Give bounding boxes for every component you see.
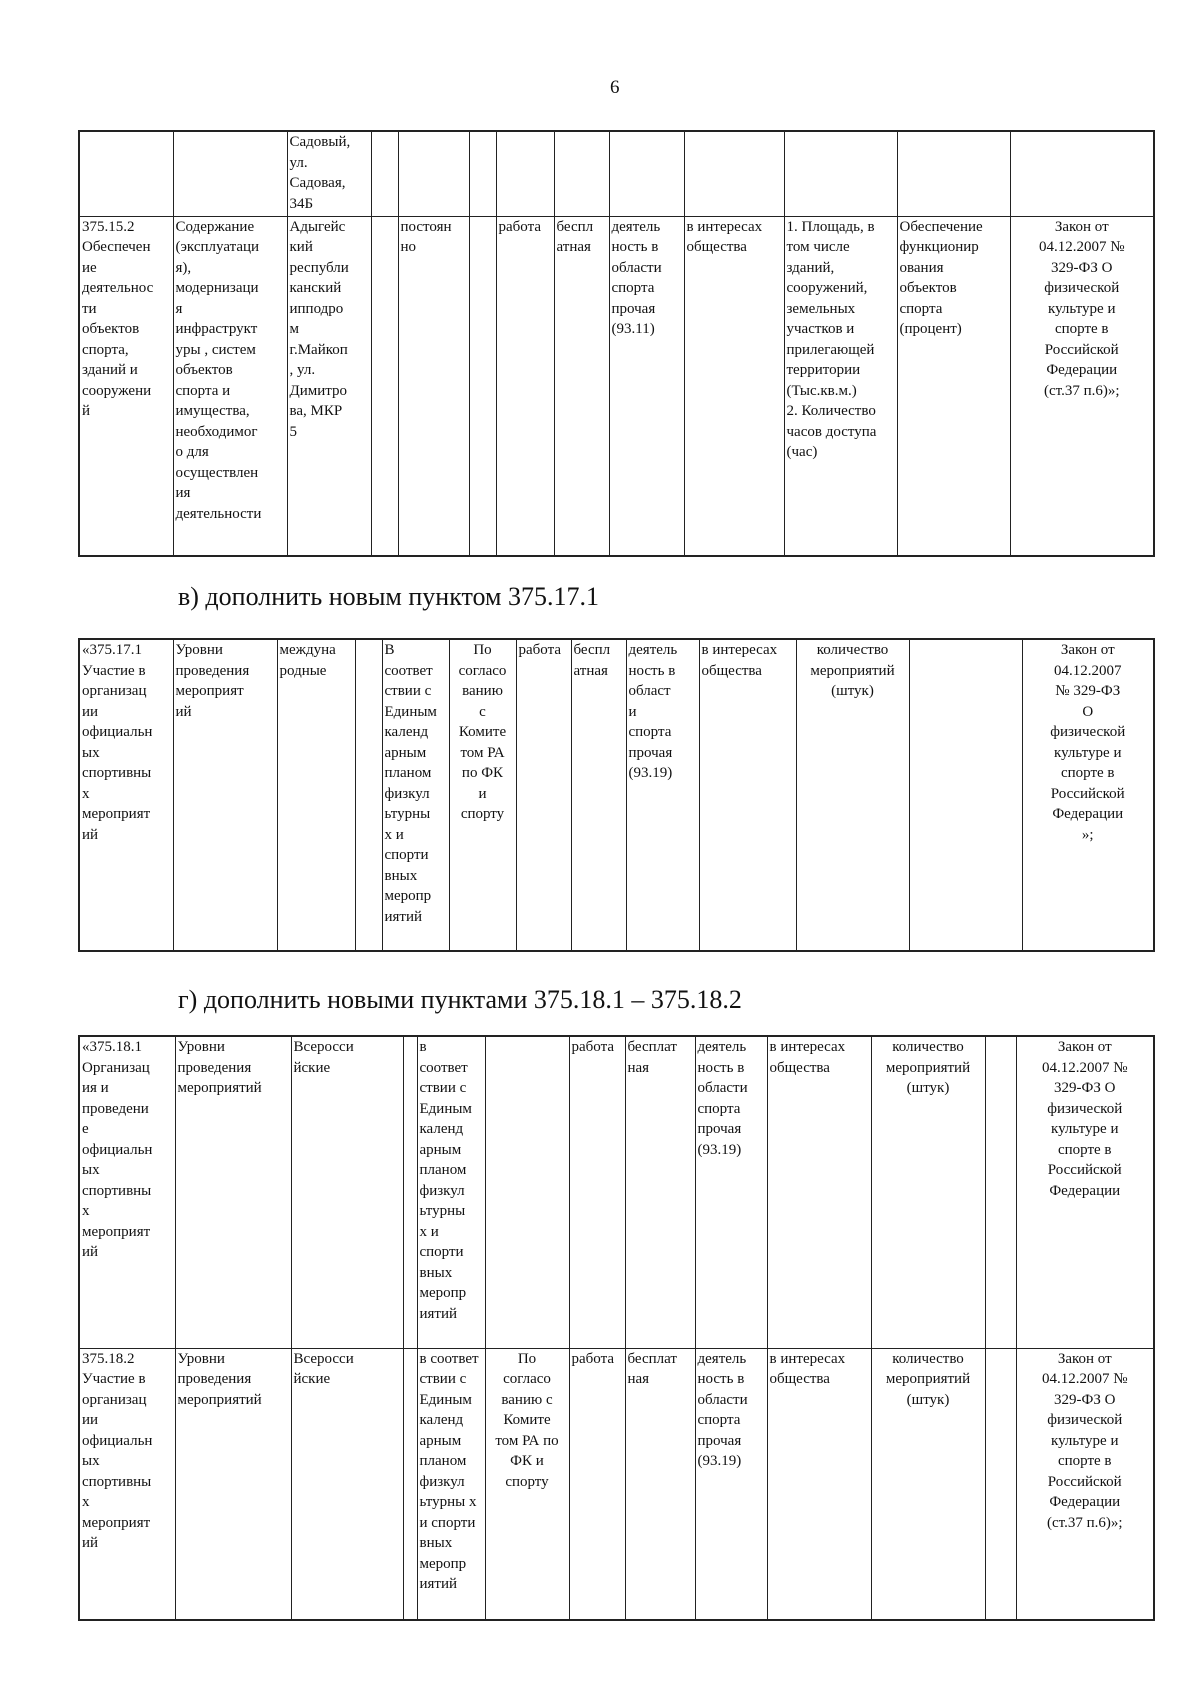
section-heading-v: в) дополнить новым пунктом 375.17.1 [178,582,599,611]
registry-table-375-17-1 [78,638,1155,952]
payment-cell: беспл атная [554,216,609,556]
period-cell: В соответ ствии с Единым календ арным планом физкул ьтурны х и спорти вных меропр иятий [382,639,449,951]
place-cell: Адыгейс кий республи канский ипподро м г.Майкоп , ул. Димитро ва, МКР 5 [287,216,371,556]
okved-cell: деятель ность в области спорта прочая (93.11) [609,216,684,556]
table-row [79,216,1154,556]
table-row [79,131,1154,216]
agreement-cell: По согласо ванию с Комите том РА по ФК и спорту [485,1348,569,1620]
interest-cell: в интересах общества [699,639,796,951]
content-cell: Уровни проведения мероприятий [175,1348,291,1620]
place-cell: междуна родные [277,639,355,951]
period-cell: в соответ ствии с Единым календ арным планом физкул ьтурны х и спорти вных меропр иятий [417,1036,485,1348]
table-row [79,639,1154,951]
service-name-cell: «375.18.1 Организац ия и проведени е официальн ых спортивны х мероприят ий [79,1036,175,1348]
content-cell: Содержание (эксплуатаци я), модернизаци я инфраструкт уры , систем объектов спорта и имущества, необходимог о для осуществлен ия деятельности [173,216,287,556]
law-cell: Закон от 04.12.2007 № 329-ФЗ О физической культуре и спорте в Российской Федерации [1016,1036,1154,1348]
quality-indicator-cell: Обеспечение функционир ования объектов спорта (процент) [897,216,1010,556]
table-row [79,1036,1154,1348]
page-number: 6 [610,77,620,98]
place-cell: Всеросси йские [291,1036,403,1348]
okved-cell: деятель ность в област и спорта прочая (93.19) [626,639,699,951]
payment-cell: бесплат ная [625,1036,695,1348]
type-cell: работа [569,1036,625,1348]
period-cell: постоян но [398,216,469,556]
interest-cell: в интересах общества [684,216,784,556]
service-name-cell: 375.15.2 Обеспечен ие деятельнос ти объектов спорта, зданий и сооружени й [79,216,173,556]
payment-cell: бесплат ная [625,1348,695,1620]
place-cell: Всеросси йские [291,1348,403,1620]
table-cell: Садовый, ул. Садовая, 34Б [287,131,371,216]
service-name-cell: «375.17.1 Участие в организац ии официальн ых спортивны х мероприят ий [79,639,173,951]
interest-cell: в интересах общества [767,1036,871,1348]
type-cell: работа [496,216,554,556]
registry-table-375-18 [78,1035,1155,1621]
law-cell: Закон от 04.12.2007 № 329-ФЗ О физической культуре и спорте в Российской Федерации (ст.37 п.6)»; [1016,1348,1154,1620]
volume-indicator-cell: количество мероприятий (штук) [796,639,909,951]
law-cell: Закон от 04.12.2007 № 329-ФЗ О физической культуре и спорте в Российской Федерации »; [1022,639,1154,951]
volume-indicator-cell: количество мероприятий (штук) [871,1036,985,1348]
service-name-cell: 375.18.2 Участие в организац ии официальн ых спортивны х мероприят ий [79,1348,175,1620]
interest-cell: в интересах общества [767,1348,871,1620]
okved-cell: деятель ность в области спорта прочая (93.19) [695,1036,767,1348]
volume-indicator-cell: 1. Площадь, в том числе зданий, сооружений, земельных участков и прилегающей территории (Тыс.кв.м.) 2. Количество часов доступа (час) [784,216,897,556]
period-cell: в соответ ствии с Единым календ арным планом физкул ьтурны х и спорти вных меропр иятий [417,1348,485,1620]
okved-cell: деятель ность в области спорта прочая (93.19) [695,1348,767,1620]
payment-cell: беспл атная [571,639,626,951]
content-cell: Уровни проведения мероприятий [175,1036,291,1348]
law-cell: Закон от 04.12.2007 № 329-ФЗ О физической культуре и спорте в Российской Федерации (ст.37 п.6)»; [1010,216,1154,556]
type-cell: работа [569,1348,625,1620]
registry-table-375-15 [78,130,1155,557]
table-row [79,1348,1154,1620]
agreement-cell: По согласо ванию с Комите том РА по ФК и спорту [449,639,516,951]
content-cell: Уровни проведения мероприят ий [173,639,277,951]
section-heading-g: г) дополнить новыми пунктами 375.18.1 – 375.18.2 [178,985,742,1014]
volume-indicator-cell: количество мероприятий (штук) [871,1348,985,1620]
type-cell: работа [516,639,571,951]
